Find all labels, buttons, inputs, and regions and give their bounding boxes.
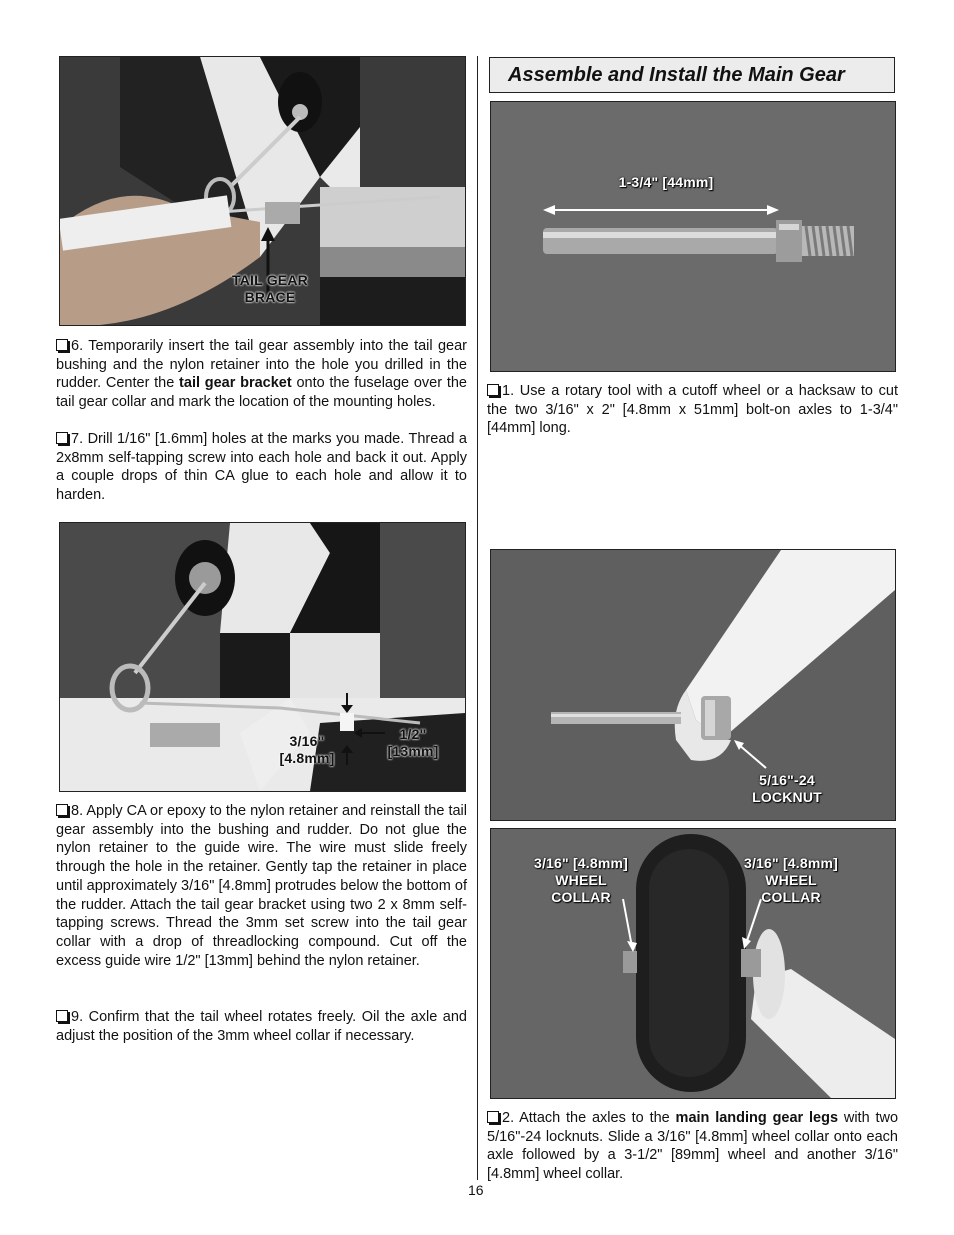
step-main-2 [487, 1109, 898, 1184]
checkbox-icon[interactable] [56, 804, 68, 816]
step-main-2-text-post: with two 5/16"-24 locknuts. Slide a 3/16" [4.8mm] wheel collar onto each axle followed by a 3-1/2" [89mm] wheel and another 3/16" [4.8mm] wheel collar. [487, 1110, 899, 1183]
photo-locknut [490, 549, 896, 821]
step-main-2-text-bold: main landing gear legs [675, 1110, 839, 1126]
photo3-image [491, 102, 895, 371]
photo-axle-length [490, 101, 896, 372]
photo4-image [491, 550, 895, 820]
photo-nylon-retainer [59, 522, 466, 792]
step-6-text-post: onto the fuselage over the tail gear collar and mark the location of the mounting holes. [56, 375, 467, 411]
callout-dim-3-16: 3/16" [4.8mm] [279, 733, 335, 766]
step-9-text: 9. Confirm that the tail wheel rotates freely. Oil the axle and adjust the position of the 3mm wheel collar if necessary. [56, 1009, 467, 1044]
section-header [489, 57, 895, 93]
step-main-1-text: 1. Use a rotary tool with a cutoff wheel or a hacksaw to cut the two 3/16" x 2" [4.8mm x 51mm] bolt-on axles to 1-3/4" [44mm] long. [487, 383, 898, 437]
checkbox-icon[interactable] [56, 432, 68, 444]
page-number: 16 [468, 1182, 484, 1198]
step-main-2-text-pre: 2. Attach the axles to the [502, 1110, 676, 1126]
callout-dim-1-2: 1/2" [13mm] [387, 726, 439, 759]
callout-collar-right: 3/16" [4.8mm] WHEEL COLLAR [743, 855, 839, 905]
step-main-1 [487, 382, 898, 438]
step-9 [56, 1008, 467, 1045]
step-8 [56, 802, 467, 970]
step-8-text: 8. Apply CA or epoxy to the nylon retainer and reinstall the tail gear assembly into the bushing and rudder. Do not glue the nylon retainer to the guide wire. The wire must slide freely through the hole in the retainer. Gently tap the retainer in place until approximately 3/16" [4.8mm] protrudes below the bottom of the rudder. Attach the tail gear bracket using two 2 x 8mm self-tapping screws. Thread the 3mm set screw into the tail gear collar with a drop of threadlocking compound. Cut off the excess guide wire 1/2" [13mm] behind the nylon retainer. [56, 803, 467, 969]
step-6 [56, 337, 467, 412]
callout-collar-left: 3/16" [4.8mm] WHEEL COLLAR [533, 855, 629, 905]
callout-tail-gear-brace: TAIL GEAR BRACE [232, 272, 308, 305]
photo-tail-gear-brace [59, 56, 466, 326]
column-divider [477, 56, 478, 1180]
callout-locknut: 5/16"-24 LOCKNUT [752, 772, 822, 805]
checkbox-icon[interactable] [56, 1010, 68, 1022]
step-6-text-pre: 6. Temporarily insert the tail gear assembly into the tail gear bushing and the nylon retainer into the hole you drilled in the rudder. Center the [56, 338, 467, 392]
checkbox-icon[interactable] [487, 384, 499, 396]
checkbox-icon[interactable] [56, 339, 68, 351]
photo-wheel-collars [490, 828, 896, 1099]
step-7 [56, 430, 467, 505]
step-6-text-bold: tail gear bracket [179, 375, 292, 392]
section-title: Assemble and Install the Main Gear [508, 64, 845, 86]
checkbox-icon[interactable] [487, 1111, 499, 1123]
step-7-text: 7. Drill 1/16" [1.6mm] holes at the marks you made. Thread a 2x8mm self-tapping screw into each hole and back it out. Apply a couple drops of thin CA glue to each hole and allow it to harden. [56, 431, 467, 504]
callout-axle-length: 1-3/4" [44mm] [618, 174, 714, 190]
